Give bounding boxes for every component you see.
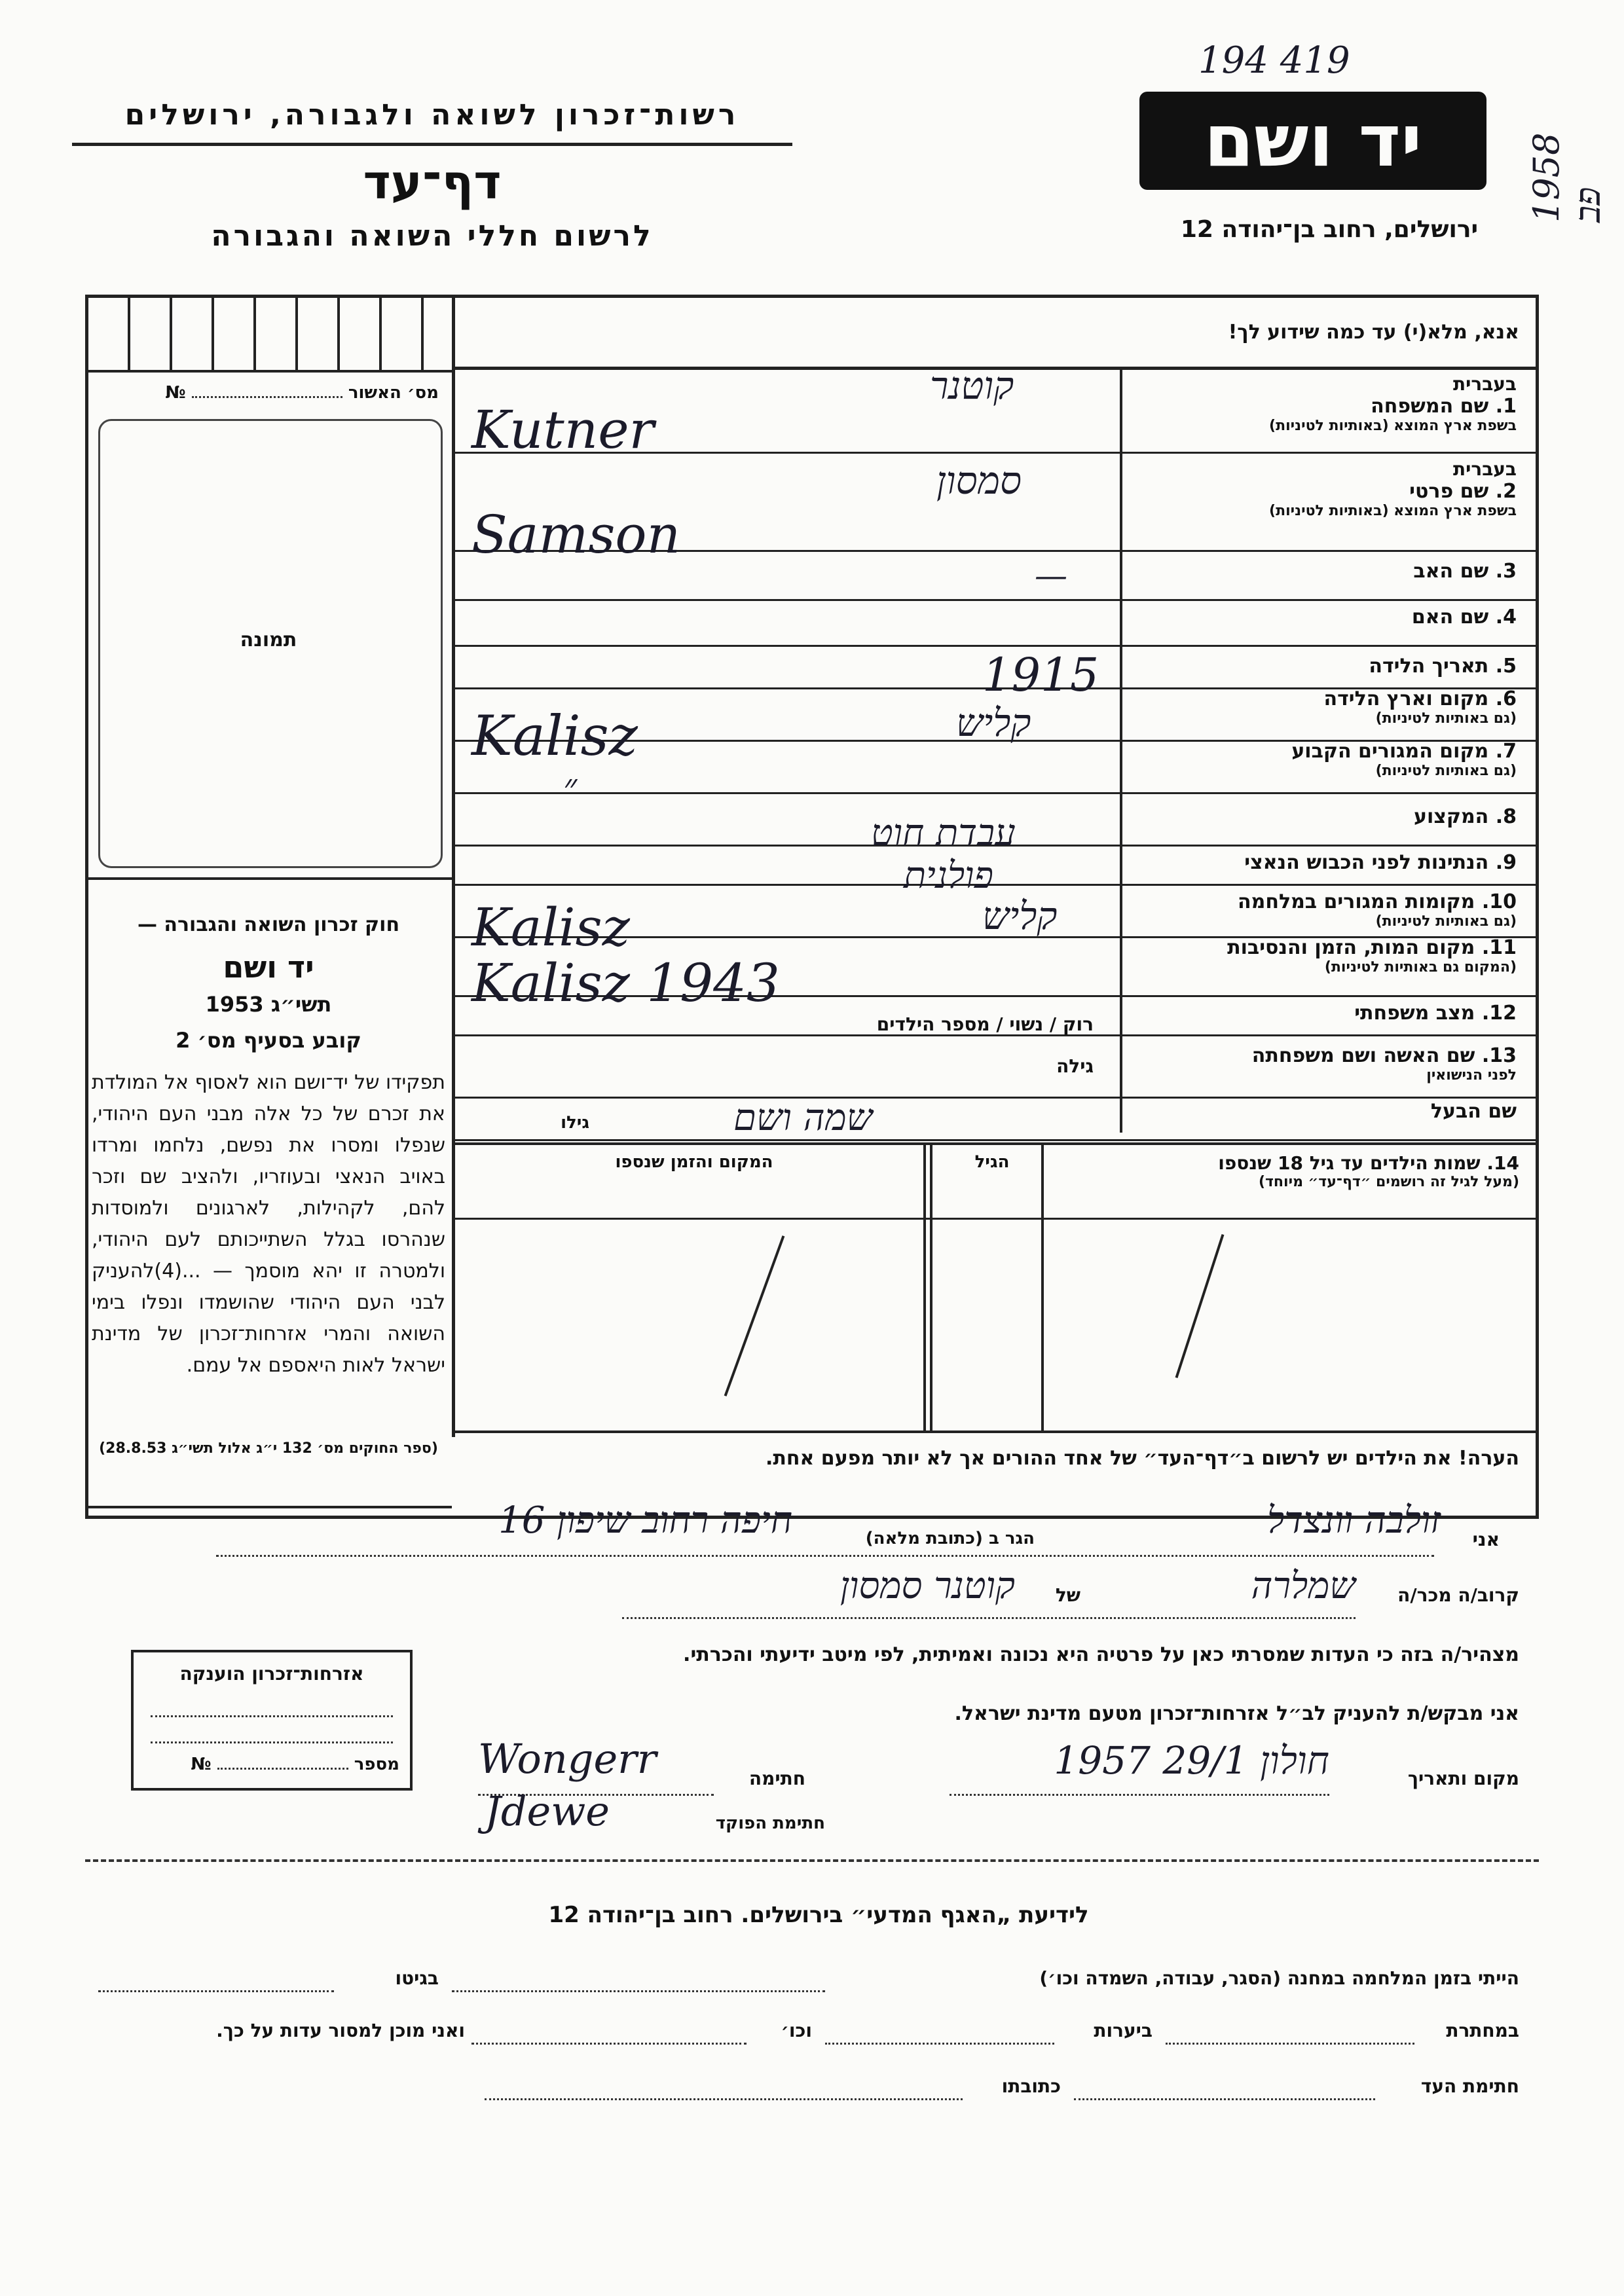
value-nationality: פולנית	[904, 854, 993, 897]
field-label-text: הנתינות לפני הכבוש הנאצי	[1244, 851, 1489, 874]
law-title: חוק זכרון השואה והגבורה —	[137, 913, 400, 936]
field-number: 7.	[1495, 740, 1517, 763]
value-birthdate: 1915	[982, 648, 1099, 702]
field-sublabel: (גם באותיות לטיניות)	[1375, 710, 1517, 727]
field-number: 9.	[1495, 851, 1517, 874]
field-row-rule	[455, 599, 1536, 601]
field-sublabel: (גם באותיות לטיניות)	[1375, 913, 1517, 930]
field-label-row	[1126, 851, 1539, 874]
footer-line1-a: הייתי בזמן המלחמה במחנה (הסגר, עבודה, השמדה וכו׳)	[1039, 1967, 1519, 1989]
field-label	[1126, 655, 1517, 678]
citizenship-no-symbol: №	[191, 1755, 212, 1774]
law-year-number: 1953	[205, 992, 264, 1017]
field-label-text: מקומות המגורים במלחמה	[1238, 890, 1475, 913]
field-number: 12.	[1481, 1002, 1517, 1025]
field-number: 13.	[1481, 1044, 1517, 1067]
form-title: דף־עד	[363, 155, 502, 210]
field-label	[1126, 851, 1517, 874]
authority-title: רשות־זכרון לשואה ולגבורה, ירושלים	[124, 98, 740, 132]
children-place-header: המקום והזמן שנספו	[615, 1152, 773, 1172]
law-name: יד ושם	[223, 949, 314, 985]
officer-signature-label: חתימת הפוקד	[715, 1813, 825, 1833]
footer-line1-dots-2	[98, 1990, 334, 1992]
footer-line2-d: ואני מוכן למסור עדות על כך.	[216, 2020, 465, 2041]
children-header-label	[1048, 1152, 1519, 1190]
declaration-of: של	[1055, 1584, 1080, 1606]
value-wartime-latin: Kalisz	[471, 897, 630, 958]
children-header-rule	[455, 1218, 1536, 1220]
value-residence: ״	[563, 766, 578, 809]
declaration-line-2	[622, 1617, 1356, 1619]
field-label-row	[1126, 373, 1539, 434]
place-date-line	[950, 1794, 1329, 1796]
place-date-value: חולון 29/1 1957	[1054, 1738, 1329, 1783]
footer-line2-b: ביערות	[1094, 2020, 1153, 2041]
in-hebrew-label: בעברית	[1452, 458, 1517, 480]
field-sublabel: (גם באותיות לטיניות)	[1375, 763, 1517, 779]
citizenship-line-2	[151, 1741, 393, 1743]
footer-line2-a: במחתרת	[1446, 2020, 1519, 2041]
footer-line3-dots-2	[485, 2098, 963, 2100]
field-row-rule	[455, 1139, 1536, 1141]
field-label-row	[1126, 655, 1539, 678]
field-label	[1126, 687, 1517, 710]
field-label-text: שם פרטי	[1409, 480, 1489, 503]
field-label-row	[1126, 1044, 1539, 1084]
declaration-living-in: הגר ב (כתובת מלאה)	[865, 1529, 1035, 1548]
header-rule	[72, 143, 792, 146]
children-age-header: הגיל	[974, 1152, 1010, 1172]
value-birthplace-hebrew: קליש	[956, 701, 1031, 745]
footer-notice: לידיעת „האגף המדעי״ בירושלים. רחוב בן־יהודה 12	[548, 1902, 1089, 1928]
citizenship-number	[144, 1755, 399, 1774]
field-label	[1126, 1002, 1517, 1025]
children-sub: (מעל לגיל זה רושמים ״דף־עד״ מיוחד)	[1258, 1174, 1519, 1190]
field-label-text: שם האב	[1413, 560, 1489, 583]
field-sublabel: בשפת ארץ המוצא (באותיות לטיניות)	[1269, 418, 1517, 434]
in-hebrew-label: בעברית	[1452, 373, 1517, 395]
declaration-relative: קרוב/ה מכר/ה	[1397, 1584, 1519, 1606]
law-body: תפקידו של יד־ושם הוא לאסוף אל המולדת את זכרם של כל אלה מבני העם היהודי, שנפלו ומסרו את נפשם, נלחמו ומרדו באויב הנאצי ובעוזריו, ולהציב שם וזכר להם, לקהילות, לארגונים ולמוסדות שנהרסו בגלל השתייכותם לעם היהודי, ולמטרה זו יהא מוסמך — ...(4)להעניק לבני העם היהודי שהושמדו ונפלו בימי השואה והמרי אזרחות־זכרון של מדינת ישראל לאות היאספם אל עמם.	[92, 1071, 445, 1377]
citizenship-title: אזרחות־זכרון הוענקה	[179, 1663, 364, 1685]
field-label-row	[1126, 687, 1539, 727]
value-firstname-hebrew: סמסון	[936, 458, 1022, 503]
field-label	[1126, 936, 1517, 959]
field-label	[1126, 395, 1517, 418]
law-year-hebrew: תשי״ג	[270, 992, 332, 1017]
of-name-value: קוטנר סמסון	[840, 1565, 1015, 1607]
field-number: 3.	[1495, 560, 1517, 583]
footer-line1-dots	[452, 1990, 825, 1992]
footer-line2-dots-3	[471, 2043, 747, 2045]
field-label	[1126, 890, 1517, 913]
footer-line2-dots-1	[1166, 2043, 1414, 2045]
declaration-i: אני	[1472, 1529, 1500, 1550]
field-row-rule	[455, 884, 1536, 886]
footer-line3-dots-1	[1074, 2098, 1375, 2100]
value-wife-label: גילה	[1056, 1055, 1094, 1077]
header-address: ירושלים, רחוב בן־יהודה 12	[1180, 216, 1479, 243]
logo-text: יד ושם	[1204, 99, 1422, 183]
field-sublabel: לפני הנישואין	[1426, 1067, 1517, 1084]
field-number: 1.	[1495, 395, 1517, 418]
field-row-rule	[455, 1097, 1536, 1099]
value-marital-status: רוק / נשוי / מספר הילדים	[876, 1013, 1094, 1035]
footer-line2-c: וכו׳	[781, 2020, 812, 2041]
field-number: 5.	[1495, 655, 1517, 678]
left-column-divider	[452, 295, 455, 1437]
law-source: (ספר החוקים מס׳ 132 י״ג אלול תשי״ג 28.8.53)	[99, 1440, 438, 1457]
law-clause: קובע בסעיף מס׳ 2	[175, 1028, 361, 1053]
place-date-label: מקום ותאריך	[1407, 1768, 1519, 1789]
value-father: —	[1035, 556, 1067, 594]
field-number: 6.	[1495, 687, 1517, 710]
footer-cut-line	[85, 1859, 1539, 1862]
footer-line3-b: כתובתו	[1001, 2075, 1061, 2097]
declaration-request: אני מבקש/ת להעניק לב״ל אזרחות־זכרון מטעם מדינת ישראל.	[954, 1702, 1519, 1725]
field-label	[1126, 1044, 1517, 1067]
approval-label: מס׳ האשור	[348, 383, 439, 403]
form-subtitle: לרשום חללי השואה והגבורה	[211, 219, 654, 253]
citizenship-line-1	[151, 1715, 393, 1717]
value-occupation: עבדת חוט	[871, 812, 1016, 854]
handwritten-margin-note: 1958 פב	[1526, 132, 1608, 223]
signature-label: חתימה	[748, 1768, 805, 1789]
value-surname-latin: Kutner	[471, 399, 654, 460]
field-label-text: מצב משפחתי	[1354, 1002, 1475, 1025]
handwritten-reference: 194 419	[1198, 39, 1350, 82]
field-label-text: מקום המות, הזמן והנסיבות	[1227, 936, 1475, 959]
field-label	[1126, 1100, 1517, 1123]
value-firstname-latin: Samson	[471, 504, 681, 565]
photo-label: תמונה	[240, 629, 297, 651]
value-birthplace-latin: Kalisz	[471, 704, 638, 768]
field-label-text: שם האשה ושם משפחתה	[1251, 1044, 1475, 1067]
approval-number-label	[111, 383, 439, 403]
value-husband-age-label: גילו	[561, 1113, 589, 1133]
field-number: 2.	[1495, 480, 1517, 503]
field-label-text: תאריך הלידה	[1369, 655, 1489, 678]
field-number: 8.	[1495, 805, 1517, 828]
footer-line3-a: חתימת העד	[1420, 2075, 1519, 2097]
children-bottom-rule	[455, 1430, 1536, 1433]
field-number: 4.	[1495, 606, 1517, 629]
children-label: שמות הילדים עד גיל 18 שנספו	[1218, 1152, 1481, 1174]
field-number: 11.	[1481, 936, 1517, 959]
officer-signature-value: Jdewe	[485, 1787, 610, 1835]
field-label	[1126, 560, 1517, 583]
value-wartime-hebrew: קליש	[982, 894, 1058, 938]
approval-boxes	[88, 298, 452, 373]
children-top-rule	[455, 1142, 1536, 1145]
photo-bottom-rule	[88, 877, 452, 880]
approval-no-symbol: №	[165, 383, 186, 403]
declaration-line-1	[216, 1555, 1434, 1557]
children-col-1	[1041, 1142, 1044, 1430]
value-death: Kalisz 1943	[471, 953, 780, 1013]
children-num: 14.	[1486, 1152, 1519, 1174]
field-row-rule	[455, 645, 1536, 647]
field-label-row	[1126, 560, 1539, 583]
field-row-rule	[455, 792, 1536, 794]
field-label-text: המקצוע	[1413, 805, 1489, 828]
field-label	[1126, 606, 1517, 629]
value-husband: שמה ושם	[733, 1097, 873, 1139]
law-year	[98, 992, 439, 1017]
declarant-name: זולבה וונצדל	[1266, 1499, 1441, 1542]
footer-line2-dots-2	[825, 2043, 1054, 2045]
field-label-row	[1126, 1100, 1539, 1123]
children-col-3	[923, 1142, 926, 1430]
value-surname-hebrew: קוטנר	[930, 363, 1014, 408]
field-label-text: מקום וארץ הלידה	[1323, 687, 1489, 710]
field-label-text: שם המשפחה	[1371, 395, 1489, 418]
declaration-statement: מצהיר/ה בזה כי העדות שמסרתי כאן על פרטיה היא נכונה ואמיתית, לפי מיטב ידיעתי והכרתי.	[683, 1643, 1519, 1666]
field-number: 10.	[1481, 890, 1517, 913]
field-label	[1126, 805, 1517, 828]
signature-value: Wongerr	[478, 1735, 657, 1783]
field-sublabel: (המקום גם באותיות לטיניות)	[1324, 959, 1517, 975]
field-label-row	[1126, 458, 1539, 519]
field-label-text: שם הבעל	[1430, 1100, 1517, 1123]
field-label-row	[1126, 890, 1539, 930]
children-col-2	[930, 1142, 932, 1430]
field-label-row	[1126, 936, 1539, 975]
field-label-row	[1126, 1002, 1539, 1025]
relation-value: שמלרה	[1251, 1565, 1356, 1607]
yad-vashem-logo	[1139, 92, 1486, 190]
field-sublabel: בשפת ארץ המוצא (באותיות לטיניות)	[1269, 503, 1517, 519]
label-column-divider	[1120, 367, 1122, 1133]
field-label-text: שם האם	[1411, 606, 1489, 629]
children-note: הערה! את הילדים יש לרשום ב״דף־העד״ של אחד ההורים אך לא יותר מפעם אחת.	[766, 1447, 1519, 1470]
field-label-row	[1126, 805, 1539, 828]
field-label	[1126, 740, 1517, 763]
form-intro: אנא, מלא(י) עד כמה שידוע לך!	[1228, 321, 1519, 344]
declarant-address: חיפה רחוב שיפון 16	[498, 1499, 792, 1542]
field-label-row	[1126, 740, 1539, 779]
footer-line1-b: בגיטו	[395, 1967, 439, 1989]
field-label	[1126, 480, 1517, 503]
field-label-row	[1126, 606, 1539, 629]
citizenship-number-label: מספר	[354, 1755, 399, 1774]
field-label-text: מקום המגורים הקבוע	[1291, 740, 1489, 763]
